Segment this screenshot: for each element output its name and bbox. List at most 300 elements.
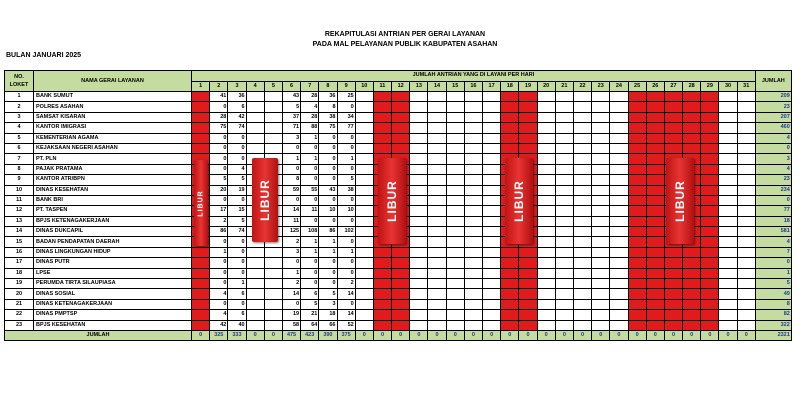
- day-cell: [355, 195, 373, 205]
- day-cell: [392, 268, 410, 278]
- day-cell: 0: [210, 268, 228, 278]
- day-cell: 0: [282, 299, 300, 309]
- day-cell: [373, 268, 391, 278]
- day-cell: [483, 206, 501, 216]
- day-cell: [737, 195, 755, 205]
- day-cell: [646, 258, 664, 268]
- day-cell: [719, 143, 737, 153]
- day-cell: [246, 320, 264, 330]
- day-cell: [719, 92, 737, 102]
- day-cell: [392, 320, 410, 330]
- day-cell: [573, 143, 591, 153]
- day-cell: [664, 247, 682, 257]
- day-cell: [501, 133, 519, 143]
- day-cell: [410, 133, 428, 143]
- day-cell: 5: [319, 289, 337, 299]
- header-days-group: JUMLAH ANTRIAN YANG DI LAYANI PER HARI: [192, 71, 756, 82]
- day-cell: [573, 206, 591, 216]
- day-cell: [592, 227, 610, 237]
- day-cell: [410, 279, 428, 289]
- day-cell: [501, 268, 519, 278]
- libur-label: LIBUR: [512, 180, 527, 222]
- day-cell: 0: [210, 299, 228, 309]
- day-cell: 0: [301, 216, 319, 226]
- sum-cell: 325: [210, 330, 228, 340]
- day-cell: [464, 206, 482, 216]
- service-name: BPJS KETENAGAKERJAAN: [34, 216, 192, 226]
- libur-banner: [666, 158, 694, 244]
- day-cell: [628, 102, 646, 112]
- day-cell: [446, 185, 464, 195]
- header-day: 27: [664, 81, 682, 92]
- day-cell: [410, 143, 428, 153]
- day-cell: [483, 123, 501, 133]
- day-cell: [701, 299, 719, 309]
- day-cell: [246, 112, 264, 122]
- day-cell: 43: [319, 185, 337, 195]
- day-cell: [428, 320, 446, 330]
- day-cell: [610, 164, 628, 174]
- day-cell: [355, 279, 373, 289]
- day-cell: 0: [228, 195, 246, 205]
- day-cell: [464, 195, 482, 205]
- loket-number: 11: [5, 195, 34, 205]
- header-day: 5: [264, 81, 282, 92]
- day-cell: [683, 123, 701, 133]
- day-cell: [592, 258, 610, 268]
- day-cell: [737, 154, 755, 164]
- day-cell: [373, 320, 391, 330]
- day-cell: [664, 258, 682, 268]
- day-cell: [392, 143, 410, 153]
- day-cell: [610, 216, 628, 226]
- header-day: 26: [646, 81, 664, 92]
- day-cell: [610, 102, 628, 112]
- row-total: 4: [755, 237, 791, 247]
- day-cell: 11: [301, 206, 319, 216]
- day-cell: [555, 175, 573, 185]
- day-cell: 36: [319, 92, 337, 102]
- day-cell: [537, 92, 555, 102]
- day-cell: [555, 123, 573, 133]
- day-cell: 0: [301, 143, 319, 153]
- day-cell: [410, 195, 428, 205]
- day-cell: [664, 143, 682, 153]
- day-cell: 0: [319, 258, 337, 268]
- day-cell: 1: [282, 268, 300, 278]
- loket-number: 16: [5, 247, 34, 257]
- sum-cell: 0: [519, 330, 537, 340]
- day-cell: 6: [228, 310, 246, 320]
- day-cell: [573, 175, 591, 185]
- row-total: 77: [755, 206, 791, 216]
- service-name: DINAS SOSIAL: [34, 289, 192, 299]
- day-cell: [355, 164, 373, 174]
- day-cell: [719, 320, 737, 330]
- day-cell: [628, 154, 646, 164]
- day-cell: [446, 258, 464, 268]
- day-cell: 8: [282, 175, 300, 185]
- day-cell: 0: [210, 102, 228, 112]
- day-cell: [537, 320, 555, 330]
- day-cell: [573, 310, 591, 320]
- sum-cell: 0: [373, 330, 391, 340]
- day-cell: [355, 143, 373, 153]
- day-cell: [410, 154, 428, 164]
- day-cell: [428, 247, 446, 257]
- day-cell: [610, 143, 628, 153]
- day-cell: [519, 310, 537, 320]
- row-total: 23: [755, 175, 791, 185]
- day-cell: 2: [282, 279, 300, 289]
- row-total: 460: [755, 123, 791, 133]
- service-name: KANTOR IMIGRASI: [34, 123, 192, 133]
- day-cell: [192, 310, 210, 320]
- day-cell: [446, 279, 464, 289]
- header-day: 13: [410, 81, 428, 92]
- day-cell: [355, 123, 373, 133]
- libur-banner: [194, 160, 208, 246]
- day-cell: [355, 154, 373, 164]
- service-name: PAJAK PRATAMA: [34, 164, 192, 174]
- table-row: [5, 268, 792, 278]
- day-cell: 0: [337, 299, 355, 309]
- day-cell: [664, 320, 682, 330]
- day-cell: [428, 112, 446, 122]
- day-cell: 0: [228, 268, 246, 278]
- day-cell: [464, 258, 482, 268]
- service-name: DINAS PMPTSP: [34, 310, 192, 320]
- day-cell: 2: [337, 279, 355, 289]
- day-cell: [719, 299, 737, 309]
- day-cell: [355, 310, 373, 320]
- sum-cell: 0: [483, 330, 501, 340]
- day-cell: 28: [301, 92, 319, 102]
- day-cell: [446, 112, 464, 122]
- day-cell: [646, 143, 664, 153]
- day-cell: [446, 227, 464, 237]
- table-row: [5, 299, 792, 309]
- day-cell: [264, 92, 282, 102]
- day-cell: [446, 216, 464, 226]
- day-cell: [428, 185, 446, 195]
- day-cell: [264, 279, 282, 289]
- day-cell: 1: [301, 237, 319, 247]
- day-cell: 1: [282, 154, 300, 164]
- day-cell: [246, 289, 264, 299]
- table-row: [5, 143, 792, 153]
- day-cell: [464, 123, 482, 133]
- day-cell: 108: [301, 227, 319, 237]
- day-cell: [464, 237, 482, 247]
- libur-label: LIBUR: [673, 180, 688, 222]
- day-cell: 0: [337, 258, 355, 268]
- day-cell: [192, 299, 210, 309]
- day-cell: [719, 102, 737, 112]
- day-cell: [464, 279, 482, 289]
- day-cell: 0: [337, 143, 355, 153]
- day-cell: [192, 289, 210, 299]
- day-cell: [373, 123, 391, 133]
- header-day: 29: [701, 81, 719, 92]
- day-cell: [446, 123, 464, 133]
- day-cell: [392, 123, 410, 133]
- day-cell: [719, 289, 737, 299]
- day-cell: [501, 112, 519, 122]
- day-cell: [410, 247, 428, 257]
- day-cell: 19: [228, 185, 246, 195]
- day-cell: [373, 112, 391, 122]
- day-cell: [701, 279, 719, 289]
- day-cell: [610, 310, 628, 320]
- day-cell: [719, 237, 737, 247]
- day-cell: 0: [210, 164, 228, 174]
- day-cell: [519, 143, 537, 153]
- day-cell: [592, 216, 610, 226]
- service-name: DINAS DUKCAPIL: [34, 227, 192, 237]
- day-cell: [664, 289, 682, 299]
- day-cell: [392, 247, 410, 257]
- day-cell: 0: [228, 133, 246, 143]
- day-cell: [355, 268, 373, 278]
- day-cell: [519, 258, 537, 268]
- day-cell: [610, 289, 628, 299]
- header-day: 6: [282, 81, 300, 92]
- day-cell: 0: [210, 195, 228, 205]
- service-name: BADAN PENDAPATAN DAERAH: [34, 237, 192, 247]
- header-day: 28: [683, 81, 701, 92]
- day-cell: [410, 310, 428, 320]
- day-cell: 102: [337, 227, 355, 237]
- day-cell: [483, 310, 501, 320]
- day-cell: [392, 310, 410, 320]
- service-name: KEJAKSAAN NEGERI ASAHAN: [34, 143, 192, 153]
- day-cell: [737, 112, 755, 122]
- day-cell: [501, 143, 519, 153]
- day-cell: [683, 289, 701, 299]
- day-cell: [537, 216, 555, 226]
- day-cell: 52: [337, 320, 355, 330]
- header-day: 17: [483, 81, 501, 92]
- day-cell: [410, 123, 428, 133]
- row-total: 0: [755, 195, 791, 205]
- day-cell: [646, 247, 664, 257]
- day-cell: [737, 133, 755, 143]
- day-cell: [192, 258, 210, 268]
- day-cell: 6: [301, 289, 319, 299]
- day-cell: [719, 310, 737, 320]
- sum-cell: 0: [464, 330, 482, 340]
- day-cell: [701, 102, 719, 112]
- day-cell: [446, 237, 464, 247]
- day-cell: 0: [228, 299, 246, 309]
- day-cell: [701, 237, 719, 247]
- day-cell: 20: [210, 185, 228, 195]
- service-name: DINAS KESEHATAN: [34, 185, 192, 195]
- day-cell: [646, 289, 664, 299]
- day-cell: [664, 279, 682, 289]
- day-cell: 0: [228, 258, 246, 268]
- day-cell: 0: [337, 102, 355, 112]
- day-cell: [355, 289, 373, 299]
- day-cell: [592, 92, 610, 102]
- day-cell: 66: [319, 320, 337, 330]
- day-cell: [464, 227, 482, 237]
- day-cell: 4: [301, 102, 319, 112]
- loket-number: 9: [5, 175, 34, 185]
- day-cell: [737, 247, 755, 257]
- header-day: 11: [373, 81, 391, 92]
- day-cell: [719, 227, 737, 237]
- day-cell: [737, 143, 755, 153]
- day-cell: 17: [210, 206, 228, 216]
- day-cell: [264, 299, 282, 309]
- day-cell: [701, 143, 719, 153]
- day-cell: [192, 279, 210, 289]
- day-cell: [683, 299, 701, 309]
- day-cell: [501, 247, 519, 257]
- day-cell: 88: [301, 123, 319, 133]
- day-cell: [646, 112, 664, 122]
- day-cell: [246, 299, 264, 309]
- day-cell: [737, 185, 755, 195]
- day-cell: [646, 195, 664, 205]
- day-cell: [428, 310, 446, 320]
- sum-cell: 390: [319, 330, 337, 340]
- day-cell: 28: [210, 112, 228, 122]
- day-cell: [355, 185, 373, 195]
- day-cell: [483, 143, 501, 153]
- day-cell: 0: [210, 143, 228, 153]
- service-name: POLRES ASAHAN: [34, 102, 192, 112]
- day-cell: [264, 289, 282, 299]
- day-cell: [683, 268, 701, 278]
- day-cell: [664, 310, 682, 320]
- day-cell: [628, 227, 646, 237]
- day-cell: [246, 258, 264, 268]
- day-cell: [610, 195, 628, 205]
- day-cell: [428, 206, 446, 216]
- day-cell: [573, 279, 591, 289]
- day-cell: [646, 206, 664, 216]
- day-cell: [464, 102, 482, 112]
- sum-cell: 0: [392, 330, 410, 340]
- sum-cell: 375: [337, 330, 355, 340]
- day-cell: [264, 123, 282, 133]
- loket-number: 18: [5, 268, 34, 278]
- day-cell: [373, 133, 391, 143]
- day-cell: [610, 206, 628, 216]
- day-cell: [555, 258, 573, 268]
- day-cell: 77: [337, 123, 355, 133]
- day-cell: [483, 112, 501, 122]
- day-cell: [719, 123, 737, 133]
- row-total: 8: [755, 299, 791, 309]
- sum-cell: 0: [737, 330, 755, 340]
- day-cell: [501, 320, 519, 330]
- day-cell: [592, 133, 610, 143]
- day-cell: [246, 92, 264, 102]
- report-subtitle: PADA MAL PELAYANAN PUBLIK KABUPATEN ASAHAN: [312, 41, 498, 48]
- day-cell: 74: [228, 123, 246, 133]
- day-cell: [355, 320, 373, 330]
- day-cell: [483, 258, 501, 268]
- day-cell: [537, 237, 555, 247]
- day-cell: [683, 258, 701, 268]
- day-cell: [719, 195, 737, 205]
- day-cell: [464, 320, 482, 330]
- day-cell: [683, 143, 701, 153]
- header-day: 25: [628, 81, 646, 92]
- day-cell: [664, 268, 682, 278]
- day-cell: [483, 247, 501, 257]
- day-cell: [373, 279, 391, 289]
- loket-number: 13: [5, 216, 34, 226]
- header-day: 14: [428, 81, 446, 92]
- day-cell: [428, 133, 446, 143]
- day-cell: [410, 102, 428, 112]
- day-cell: [519, 112, 537, 122]
- sum-cell: 475: [282, 330, 300, 340]
- day-cell: [355, 237, 373, 247]
- day-cell: [555, 195, 573, 205]
- sum-cell: 0: [537, 330, 555, 340]
- loket-number: 15: [5, 237, 34, 247]
- day-cell: [428, 102, 446, 112]
- loket-number: 1: [5, 92, 34, 102]
- row-total: 4: [755, 164, 791, 174]
- day-cell: [628, 195, 646, 205]
- day-cell: [737, 175, 755, 185]
- day-cell: [446, 92, 464, 102]
- day-cell: 0: [228, 154, 246, 164]
- day-cell: [410, 299, 428, 309]
- day-cell: 0: [319, 154, 337, 164]
- day-cell: [519, 92, 537, 102]
- day-cell: 1: [337, 247, 355, 257]
- day-cell: [555, 237, 573, 247]
- row-total: 3: [755, 154, 791, 164]
- day-cell: [483, 195, 501, 205]
- header-day: 19: [519, 81, 537, 92]
- day-cell: [192, 247, 210, 257]
- day-cell: [483, 92, 501, 102]
- row-total: 49: [755, 289, 791, 299]
- row-total: 209: [755, 92, 791, 102]
- day-cell: [483, 102, 501, 112]
- sum-cell: 0: [264, 330, 282, 340]
- day-cell: [628, 299, 646, 309]
- day-cell: [446, 195, 464, 205]
- day-cell: 0: [301, 164, 319, 174]
- day-cell: [646, 299, 664, 309]
- day-cell: [719, 279, 737, 289]
- loket-number: 8: [5, 164, 34, 174]
- day-cell: [628, 92, 646, 102]
- day-cell: [610, 247, 628, 257]
- day-cell: [737, 227, 755, 237]
- day-cell: 0: [301, 258, 319, 268]
- day-cell: [683, 279, 701, 289]
- day-cell: [519, 268, 537, 278]
- day-cell: [446, 164, 464, 174]
- day-cell: [246, 123, 264, 133]
- day-cell: 42: [228, 112, 246, 122]
- day-cell: [464, 175, 482, 185]
- day-cell: [410, 320, 428, 330]
- day-cell: 71: [282, 123, 300, 133]
- table-row: [5, 320, 792, 330]
